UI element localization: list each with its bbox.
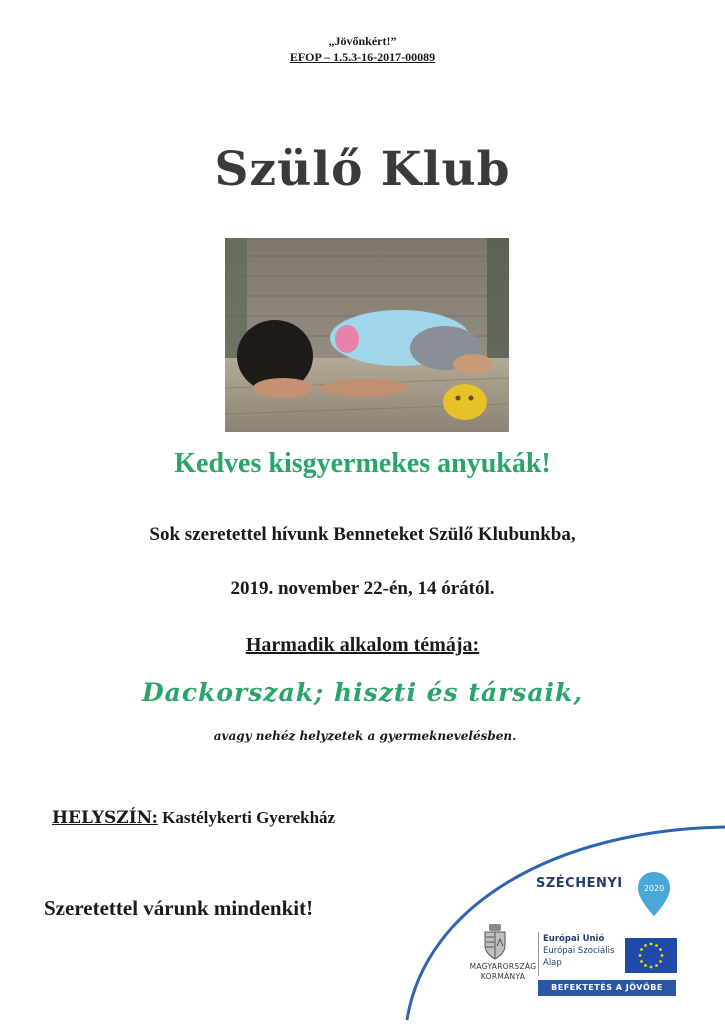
project-code: EFOP – 1.5.3-16-2017-00089 [289,50,436,64]
eu-line-1: Európai Unió [543,934,605,944]
page-title: Szülő Klub [214,142,511,197]
topic-heading: Harmadik alkalom témája: [245,634,480,656]
eu-line-3: Alap [543,958,562,968]
topic-title: Dackorszak; hiszti és társaik, [141,678,584,707]
location-pin-icon [636,870,672,918]
szechenyi-logo-text: SZÉCHENYI [536,876,623,891]
closing-text: Szeretettel várunk mindenkit! [44,896,314,920]
venue-value: Kastélykerti Gyerekház [162,808,336,827]
eu-stars-icon [625,938,677,973]
invest-banner: BEFEKTETÉS A JÖVŐBE [538,980,676,996]
coat-of-arms [483,924,507,965]
venue-label: HELYSZÍN: [52,808,158,828]
invitation-text: Sok szeretettel hívunk Benneteket Szülő Klubunkba, [149,524,576,545]
motto: „Jövőnkért!” [328,34,397,48]
government-label [463,962,543,982]
eu-line-2: Európai Szociális [543,946,615,956]
sleeping-child-image [225,238,509,432]
event-date: 2019. november 22-én, 14 órától. [230,578,495,599]
coat-of-arms-icon [483,924,507,960]
gov-line-1: MAGYARORSZÁG [469,962,537,971]
venue [52,808,335,828]
topic-subtitle: avagy nehéz helyzetek a gyermeknevelésben. [213,729,517,743]
gov-line-2: KORMÁNYA [480,972,526,981]
eu-flag-icon [625,938,677,973]
eu-text [543,933,623,969]
szechenyi-2020-badge [636,870,672,923]
szechenyi-year: 2020 [643,884,665,893]
greeting: Kedves kisgyermekes anyukák! [174,448,551,479]
child-photo [225,238,509,432]
